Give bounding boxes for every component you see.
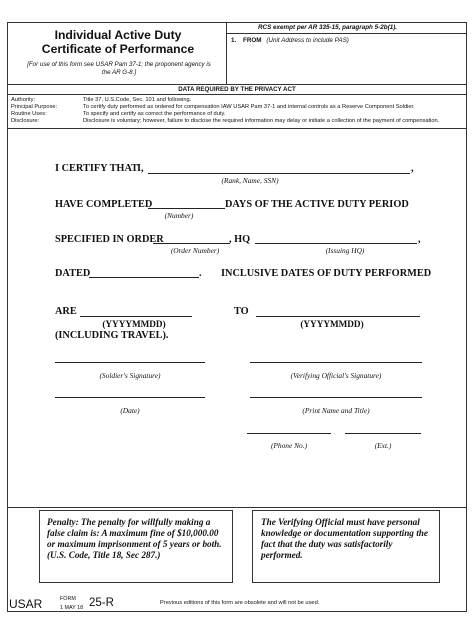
order-number-field[interactable] (153, 243, 230, 244)
specified-in-order-label: SPECIFIED IN ORDER (55, 234, 164, 245)
privacy-act-table (11, 97, 465, 125)
privacy-bottom-rule (7, 128, 467, 129)
issuing-hq-field[interactable] (255, 243, 417, 244)
penalty-notice: Penalty: The penalty for willfully making a false claim is: A maximum fine of $10,000.00 or maximum imprisonment of 5 years or both. (U.S. Code, Title 18, Sec 287.) (47, 517, 222, 560)
from-field[interactable] (231, 37, 461, 44)
footer-form-date: 1 MAY 18 (60, 605, 84, 611)
privacy-row-label: Routine Uses: (11, 111, 47, 117)
print-name-field[interactable] (250, 397, 422, 398)
rank-name-ssn-caption: (Rank, Name, SSN) (221, 176, 279, 185)
footer-form-number: 25-R (89, 597, 114, 609)
number-caption: (Number) (164, 211, 194, 220)
start-date-format: (YYYYMMDD) (102, 319, 166, 329)
rank-line-end: , (411, 163, 414, 174)
privacy-heading-rule (7, 94, 467, 95)
date-caption: (Date) (120, 406, 140, 415)
privacy-row-text: Title 37, U.S.Code, Sec. 101 and following. (83, 97, 192, 103)
including-travel-label: (INCLUDING TRAVEL). (55, 330, 169, 341)
inclusive-dates-label: INCLUSIVE DATES OF DUTY PERFORMED (221, 268, 432, 279)
form-title-line1: Individual Active Duty (54, 28, 182, 42)
print-name-caption: (Print Name and Title) (302, 406, 370, 415)
soldier-date-field[interactable] (55, 397, 205, 398)
privacy-row-label: Authority: (11, 97, 36, 103)
rank-name-ssn-field[interactable] (148, 173, 410, 174)
dated-label: DATED (55, 268, 91, 279)
phone-caption: (Phone No.) (270, 441, 308, 450)
privacy-row-label: Disclosure: (11, 118, 40, 124)
footer-usar: USAR (9, 597, 43, 611)
end-date-format: (YYYYMMDD) (300, 319, 364, 329)
phone-field[interactable] (247, 433, 331, 434)
privacy-row-text: To certify duty performed as ordered for compensation IAW USAR Pam 37-1 and internal controls as a Reserve Component Soldier. (83, 104, 415, 110)
verifying-signature-caption: (Verifying Official's Signature) (290, 371, 382, 380)
verifying-signature-field[interactable] (250, 362, 422, 363)
have-completed-label: HAVE COMPLETED (55, 199, 153, 210)
from-number: 1. (231, 37, 237, 44)
privacy-act-heading: DATA REQUIRED BY THE PRIVACY ACT (178, 86, 296, 93)
notice-top-rule (7, 507, 467, 508)
ext-field[interactable] (345, 433, 421, 434)
usage-note: [For use of this form see USAR Pam 37-1; the proponent agency is the AR G-8.] (27, 61, 211, 76)
form-title-line2: Certificate of Performance (41, 42, 195, 56)
hq-label: , HQ (229, 234, 251, 245)
rcs-divider (226, 33, 467, 34)
footer-previous-editions: Previous editions of this form are obsolete and will not be used. (160, 600, 320, 606)
start-date-field[interactable] (80, 316, 192, 317)
hq-line-end: , (418, 234, 421, 245)
soldier-signature-caption: (Soldier's Signature) (99, 371, 161, 380)
days-of-active-duty-label: DAYS OF THE ACTIVE DUTY PERIOD (225, 199, 409, 210)
privacy-row-text: To specify and certify as correct the performance of duty. (83, 111, 226, 117)
i-certify-label: I CERTIFY THAT (55, 163, 138, 174)
dated-period: . (199, 268, 202, 279)
header-divider (226, 22, 227, 84)
are-label: ARE (55, 306, 77, 317)
privacy-row-disclosure (11, 118, 465, 125)
order-number-caption: (Order Number) (170, 246, 220, 255)
to-label: TO (234, 306, 249, 317)
footer-form-label: FORM (60, 596, 76, 602)
from-label: FROM (243, 37, 262, 44)
dated-field[interactable] (89, 277, 199, 278)
privacy-row-purpose (11, 104, 465, 111)
soldier-signature-field[interactable] (55, 362, 205, 363)
privacy-row-authority (11, 97, 465, 104)
privacy-top-rule (7, 84, 467, 85)
privacy-row-label: Principal Purpose: (11, 104, 58, 110)
privacy-row-text: Disclosure is voluntary; however, failure to disclose the required information may delay or initiate a collection of the payment of compensation. (83, 118, 440, 124)
end-date-field[interactable] (256, 316, 420, 317)
privacy-row-routine (11, 111, 465, 118)
rcs-exempt: RCS exempt per AR 335-15, paragraph 5-2b(1). (258, 24, 398, 31)
days-number-field[interactable] (148, 208, 225, 209)
i-letter: I, (137, 163, 144, 174)
from-hint: (Unit Address to include PAS) (266, 37, 349, 44)
verifying-notice: The Verifying Official must have personal knowledge or documentation supporting the fact that the duty was satisfactorily performed. (261, 517, 428, 560)
ext-caption: (Ext.) (374, 441, 392, 450)
issuing-hq-caption: (Issuing HQ) (325, 246, 365, 255)
